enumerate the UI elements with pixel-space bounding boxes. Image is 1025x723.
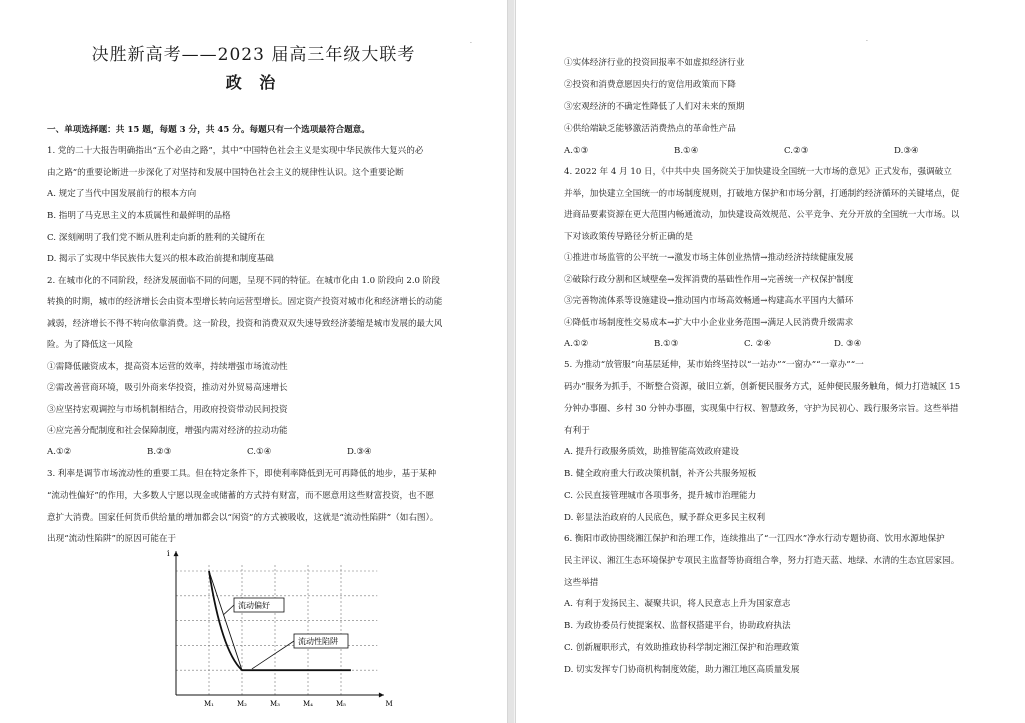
exam-subject: 政 治 [225,73,282,92]
x-tick-label: M₅ [336,700,346,708]
q6-stem-line: 6. 衡阳市政协围绕湘江保护和治理工作，连续推出了“一江四水”净水行动专题协商、饮用水源地保护 [564,534,945,544]
q2-stem-line: 险。为了降低这一风险 [47,340,133,350]
q3-item-3: ③宏观经济的不确定性降低了人们对未来的预期 [564,102,745,112]
q4-item-2: ②破除行政分割和区域壁垒→发挥消费的基础性作用→完善统一产权保护制度 [564,275,854,285]
q2-stem-line: 2. 在城市化的不同阶段，经济发展面临不同的问题，呈现不同的特征。在城市化由 1.0 阶段向 2.0 阶段 [47,276,440,286]
x-tick-label: M₁ [204,700,214,708]
section-heading: 一、单项选择题：共 15 题，每题 3 分，共 45 分。每题只有一个选项最符合题意。 [47,125,370,135]
liquidity-trap-chart [152,549,393,710]
q3-choice-d: D.③④ [894,146,919,156]
q6-option-d: D. 切实发挥专门协商机构制度效能，助力湘江地区高质量发展 [564,665,800,675]
q5-stem-line: 有利于 [564,426,590,436]
page-gutter [508,0,514,723]
q2-item-4: ④应完善分配制度和社会保障制度，增强内需对经济的拉动功能 [47,426,288,436]
q2-item-2: ②需改善营商环境，吸引外商来华投资，推动对外贸易高速增长 [47,383,288,393]
annotation-liquidity-preference: 流动偏好 [238,601,270,610]
q3-stem-line: 3. 利率是调节市场流动性的重要工具。但在特定条件下，即使利率降低到无可再降低的地步，基于某种 [47,469,437,479]
q6-stem-line: 这些举措 [564,578,599,588]
x-axis-arrow [379,693,384,698]
page-mark: · [866,38,868,45]
q1-option-d: D. 揭示了实现中华民族伟大复兴的根本政治前提和制度基础 [47,254,274,264]
x-tick-label: M₄ [303,700,313,708]
exam-title: 决胜新高考——2023 届高三年级大联考 [91,45,416,65]
q5-option-d: D. 彰显法治政府的人民底色，赋予群众更多民主权利 [564,513,766,523]
annotation-pointer [224,605,234,614]
chart-grid [176,565,377,695]
exam-page-right [515,0,1025,723]
y-axis-arrow [174,551,179,556]
q2-choice-b: B.②③ [147,447,172,457]
q1-stem-line: 1. 党的二十大报告明确指出“五个必由之路”，其中“中国特色社会主义是实现中华民族伟大复兴的必 [47,146,424,156]
y-axis-label: i [167,549,170,559]
q2-item-1: ①需降低融资成本，提高资本运营的效率，持续增强市场流动性 [47,362,288,372]
page-mark: · [470,40,472,47]
q5-stem-line: 5. 为推动“放管服”向基层延伸，某市始终坚持以“一站办”“一窗办”“一章办”“一 [564,360,864,370]
annotation-liquidity-trap: 流动性陷阱 [298,637,338,646]
q4-choice-b: B.①③ [654,339,679,349]
q3-choice-a: A.①③ [564,146,589,156]
q4-stem-line: 下对该政策传导路径分析正确的是 [564,232,693,242]
q6-stem-line: 民主评议、湘江生态环境保护专项民主监督等协商组合拳，努力打造天蓝、地绿、水清的生态宜居家园。 [564,556,960,566]
q2-stem-line: 减弱，经济增长不得不转向依靠消费。这一阶段，投资和消费双双失速导致经济萎缩是城市发展的最大风 [47,319,443,329]
q2-item-3: ③应坚持宏观调控与市场机制相结合，用政府投资带动民间投资 [47,405,288,415]
q4-item-3: ③完善物流体系等设施建设→推动国内市场高效畅通→构建高水平国内大循环 [564,296,854,306]
q2-stem-line: 转换的时期，城市的经济增长会由资本型增长转向运营型增长。固定资产投资对城市化和经济增长的动能 [47,297,443,307]
q3-stem-line: 出现“流动性陷阱”的原因可能在于 [47,534,177,544]
q4-stem-line: 4. 2022 年 4 月 10 日，《中共中央 国务院关于加快建设全国统一大市场的意见》正式发布，强调破立 [564,167,952,177]
q4-choice-c: C. ②④ [744,339,772,349]
q4-item-1: ①推进市场监管的公平统一→激发市场主体创业热情→推动经济持续健康发展 [564,253,854,263]
q5-stem-line: 码办”服务为抓手，不断整合资源，破旧立新，创新便民服务方式，延伸便民服务触角，倾力打造城区 15 [564,382,961,392]
q1-option-c: C. 深刻阐明了我们党不断从胜利走向新的胜利的关键所在 [47,233,265,243]
q4-item-4: ④降低市场制度性交易成本→扩大中小企业业务范围→满足人民消费升级需求 [564,318,854,328]
q6-option-b: B. 为政协委员行使提案权、监督权搭建平台，协助政府执法 [564,621,791,631]
exam-page-left [0,0,508,723]
q2-choice-d: D.③④ [347,447,372,457]
x-axis-label: M [385,700,393,708]
q5-option-b: B. 健全政府重大行政决策机制，补齐公共服务短板 [564,469,757,479]
q1-stem-line: 由之路”的重要论断进一步深化了对坚持和发展中国特色社会主义的规律性认识。这个重要论断 [47,168,404,178]
q2-choice-a: A.①② [47,447,72,457]
q5-option-a: A. 提升行政服务质效，助推智能高效政府建设 [564,447,739,457]
q3-item-4: ④供给端缺乏能够激活消费热点的革命性产品 [564,124,736,134]
q2-choice-c: C.①④ [247,447,272,457]
chart-labels [167,549,393,708]
q3-choice-c: C.②③ [784,146,809,156]
q3-stem-line: “流动性偏好”的作用，大多数人宁愿以现金或储蓄的方式持有财富，而不愿意用这些财富投资，也不愿 [47,491,434,501]
chart-axes [174,551,384,697]
q1-option-a: A. 规定了当代中国发展前行的根本方向 [47,189,197,199]
q3-choice-b: B.①④ [674,146,699,156]
q5-option-c: C. 公民直接管理城市各项事务，提升城市治理能力 [564,491,757,501]
q1-option-b: B. 指明了马克思主义的本质属性和最鲜明的品格 [47,211,231,221]
q4-choice-a: A.①② [564,339,589,349]
q3-item-1: ①实体经济行业的投资回报率不如虚拟经济行业 [564,58,745,68]
q6-option-a: A. 有利于发扬民主、凝聚共识，将人民意志上升为国家意志 [564,599,791,609]
q4-stem-line: 进商品要素资源在更大范围内畅通流动，加快建设高效规范、公平竞争、充分开放的全国统一大市场。以 [564,210,960,220]
q4-stem-line: 并举，加快建立全国统一的市场制度规则，打破地方保护和市场分割，打通制约经济循环的关键堵点，促 [564,189,960,199]
q5-stem-line: 分钟办事圈、乡村 30 分钟办事圈，实现集中行权、智慧政务，守护为民初心、践行服务宗旨。这些举措 [564,404,959,414]
x-tick-label: M₂ [237,700,247,708]
q4-choice-d: D. ③④ [834,339,862,349]
q6-option-c: C. 创新履职形式，有效助推政协科学制定湘江保护和治理政策 [564,643,800,653]
q3-item-2: ②投资和消费意愿因央行的宽信用政策而下降 [564,80,736,90]
x-tick-label: M₃ [270,700,280,708]
q3-stem-line: 意扩大消费。国家任何货币供给量的增加都会以“闲资”的方式被吸收，这就是“流动性陷阱”（如右图）。 [47,513,439,523]
